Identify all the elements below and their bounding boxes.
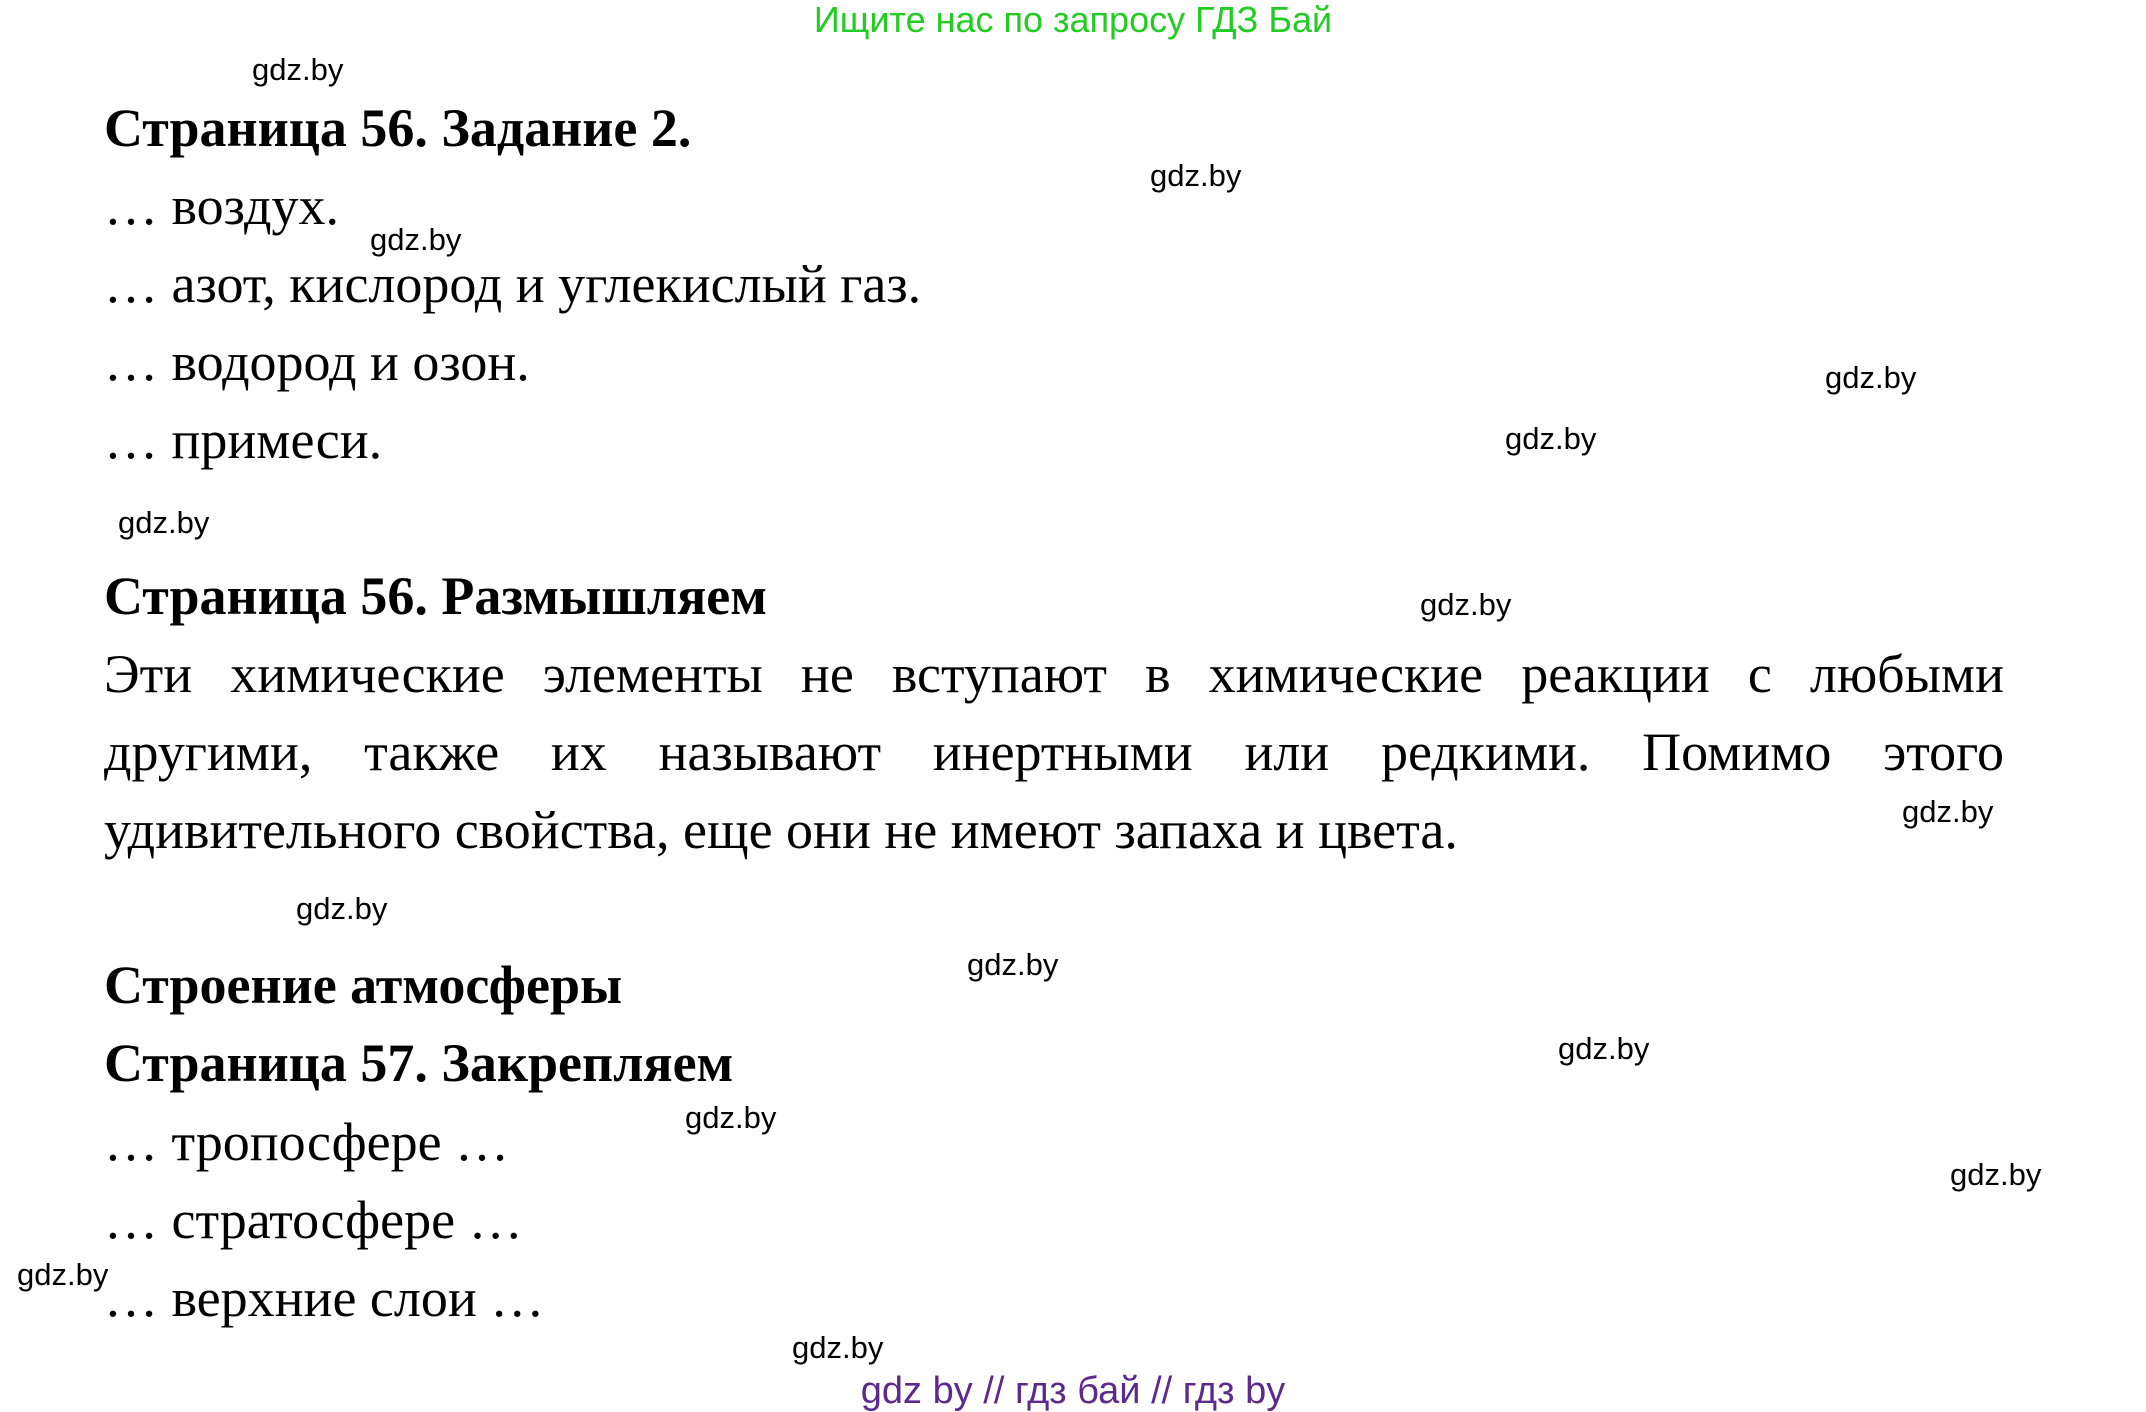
watermark: gdz.by	[1558, 1031, 1650, 1066]
answer-line: … воздух.	[104, 176, 339, 236]
section-heading-task-2: Страница 56. Задание 2.	[104, 98, 692, 158]
watermark: gdz.by	[118, 505, 210, 540]
section-heading-atmosphere-structure: Строение атмосферы	[104, 955, 623, 1015]
reflect-paragraph: Эти химические элементы не вступают в химические реакции с любыми другими, также их называют инертными или редкими. Помимо этого удивительного свойства, еще они не имеют запаха и цвета.	[104, 644, 2004, 860]
watermark: gdz.by	[296, 891, 388, 926]
watermark: gdz.by	[17, 1257, 109, 1292]
watermark: gdz.by	[370, 222, 462, 257]
watermark: gdz.by	[252, 52, 344, 87]
watermark: gdz.by	[1902, 794, 1994, 829]
watermark: gdz.by	[1150, 158, 1242, 193]
watermark: gdz.by	[685, 1100, 777, 1135]
top-banner: Ищите нас по запросу ГДЗ Бай	[813, 0, 1333, 40]
answer-line: … азот, кислород и углекислый газ.	[104, 254, 922, 314]
watermark: gdz.by	[967, 947, 1059, 982]
answer-line: … верхние слои …	[104, 1268, 545, 1328]
answer-line: … стратосфере …	[104, 1190, 523, 1250]
watermark: gdz.by	[1420, 587, 1512, 622]
answer-line: … примеси.	[104, 410, 383, 470]
answer-line: … водород и озон.	[104, 332, 530, 392]
watermark: gdz.by	[792, 1330, 884, 1365]
watermark: gdz.by	[1825, 360, 1917, 395]
watermark: gdz.by	[1505, 421, 1597, 456]
section-heading-reflect: Страница 56. Размышляем	[104, 566, 768, 626]
watermark: gdz.by	[1950, 1157, 2042, 1192]
section-heading-consolidate: Страница 57. Закрепляем	[104, 1033, 734, 1093]
answer-line: … тропосфере …	[104, 1112, 510, 1172]
footer-links: gdz by // гдз бай // гдз by	[860, 1370, 1286, 1412]
